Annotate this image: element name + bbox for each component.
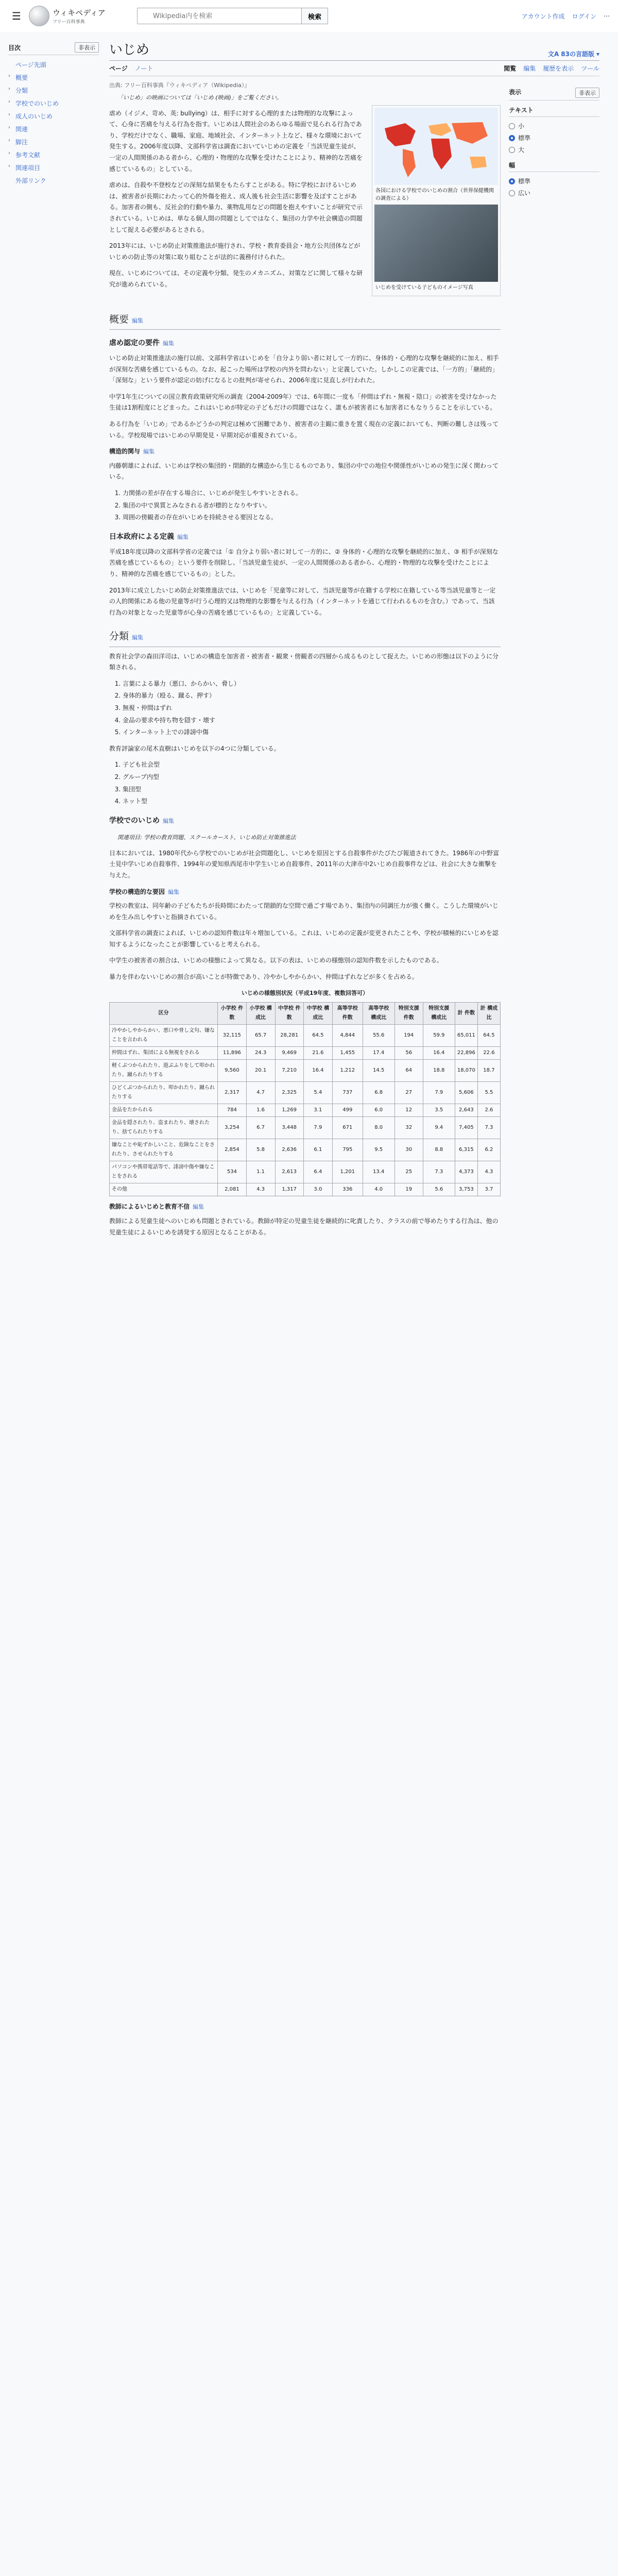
edit-section-link[interactable]: 編集 — [132, 317, 144, 324]
table-cell: 1.1 — [246, 1161, 275, 1183]
table-header: 中学校 構成比 — [303, 1003, 332, 1025]
toc-item[interactable] — [8, 135, 99, 148]
table-cell: 6.0 — [363, 1104, 394, 1117]
table-cell: 9.4 — [423, 1117, 455, 1139]
table-cell: 1,317 — [275, 1183, 303, 1196]
toc-item-label: 概要 — [15, 74, 28, 81]
text-size-option[interactable] — [509, 132, 599, 144]
table-header: 高等学校 件数 — [332, 1003, 363, 1025]
intro-paragraph: 虐めは、自殺や不登校などの深刻な結果をもたらすことがある。特に学校におけるいじめは、被害者が長期にわたって心的外傷を抱え、成人後も社会生活に影響を及ぼすことがある。加害者の側も、反社会的行動や暴力、薬物乱用などの問題を抱えやすいことが研究で示されている。いじめは、単なる個人間の問題としてではなく、集団の力学や社会構造の問題として捉える必要があるとされる。 — [109, 181, 363, 233]
table-cell: 3.1 — [303, 1104, 332, 1117]
translate-icon: 文A — [547, 50, 559, 58]
list-item: 3. 無視・仲間はずれ — [123, 703, 501, 714]
page-body — [0, 32, 618, 1243]
page-title: いじめ — [109, 42, 150, 58]
paragraph: 文部科学省の調査によれば、いじめの認知件数は年々増加している。これは、いじめの定義が変更されたことや、学校が積極的にいじめを認知するようになったことが影響していると考えられる。 — [109, 929, 499, 948]
structure-list — [109, 488, 501, 523]
table-header: 計 構成比 — [477, 1003, 500, 1025]
toc-item-label: 参考文献 — [15, 151, 41, 159]
chevron-icon — [8, 176, 13, 185]
site-header — [0, 0, 618, 32]
hatnote: 「いじめ」の映画については「いじめ (映画)」をご覧ください。 — [117, 94, 282, 101]
table-row-label: 仲間はずれ、集団による無視をされる — [110, 1047, 218, 1060]
table-header: 特別支援 構成比 — [423, 1003, 455, 1025]
namespace-tabs — [109, 64, 153, 73]
toc-item-label: 成人のいじめ — [15, 113, 53, 120]
chevron-icon[interactable]: › — [8, 112, 10, 117]
chevron-icon[interactable]: › — [8, 86, 10, 92]
table-cell: 7,405 — [455, 1117, 477, 1139]
table-cell: 3,254 — [218, 1117, 246, 1139]
paragraph: 教育評論家の尾木直樹はいじめを以下の4つに分類している。 — [109, 744, 280, 752]
table-row — [110, 1139, 501, 1161]
table-row — [110, 1025, 501, 1047]
table-cell: 6.1 — [303, 1139, 332, 1161]
table-cell: 1,269 — [275, 1104, 303, 1117]
table-cell: 8.8 — [423, 1139, 455, 1161]
login-link[interactable]: ログイン — [572, 12, 596, 20]
tab-page[interactable]: ページ — [109, 65, 128, 72]
table-cell: 3.7 — [477, 1183, 500, 1196]
main-content — [99, 32, 610, 1243]
tab-edit[interactable]: 編集 — [523, 65, 536, 72]
table-cell: 737 — [332, 1082, 363, 1104]
heading-text: 概要 — [109, 313, 129, 325]
tab-history[interactable]: 履歴を表示 — [543, 65, 574, 72]
table-cell: 28,281 — [275, 1025, 303, 1047]
view-tabs — [504, 64, 599, 73]
chevron-down-icon: ▾ — [596, 50, 599, 58]
table-row-label: その他 — [110, 1183, 218, 1196]
table-cell: 16.4 — [303, 1060, 332, 1082]
list-item: 2. 集団の中で異質とみなされる者が標的となりやすい。 — [123, 500, 501, 512]
table-header: 特別支援 件数 — [394, 1003, 423, 1025]
table-cell: 6.8 — [363, 1082, 394, 1104]
table-cell: 3.5 — [423, 1104, 455, 1117]
table-cell: 5.8 — [246, 1139, 275, 1161]
subsection-heading — [109, 337, 501, 350]
option-label: 標準 — [518, 134, 531, 142]
table-header: 中学校 件数 — [275, 1003, 303, 1025]
table-title: いじめの様態別状況（平成19年度、複数回答可） — [241, 989, 369, 996]
search-form — [137, 8, 328, 24]
table-cell: 55.6 — [363, 1025, 394, 1047]
table-row — [110, 1183, 501, 1196]
paragraph: ある行為を「いじめ」であるかどうかの判定は極めて困難であり、被害者の主観に重きを置く現在の定義においても、判断の難しさは残っている。学校現場ではいじめの早期発見・早期対応が重視されている。 — [109, 420, 499, 439]
edit-section-link[interactable]: 編集 — [193, 1204, 204, 1211]
toc-hide-button[interactable]: 非表示 — [75, 42, 99, 53]
list-item: 3. 周囲の傍観者の存在がいじめを持続させる要因となる。 — [123, 512, 501, 523]
table-cell: 1,212 — [332, 1060, 363, 1082]
page-tabs — [109, 64, 599, 76]
table-cell: 4,844 — [332, 1025, 363, 1047]
heading-text: 学校の構造的な要因 — [109, 888, 165, 895]
toc-item[interactable] — [8, 161, 99, 174]
toc-item-label: 脚注 — [15, 139, 28, 146]
table-cell: 2,613 — [275, 1161, 303, 1183]
table-cell: 65.7 — [246, 1025, 275, 1047]
table-cell: 2,636 — [275, 1139, 303, 1161]
subsection-heading — [109, 815, 501, 827]
appearance-hide-button[interactable]: 非表示 — [575, 88, 599, 98]
table-cell: 32 — [394, 1117, 423, 1139]
table-cell: 5.5 — [477, 1082, 500, 1104]
table-cell: 6.2 — [477, 1139, 500, 1161]
list-item: 2. 身体的暴力（殴る、蹴る、押す） — [123, 690, 501, 702]
table-row — [110, 1060, 501, 1082]
map-figure — [372, 105, 501, 296]
table-cell: 21.6 — [303, 1047, 332, 1060]
table-cell: 30 — [394, 1139, 423, 1161]
table-cell: 64.5 — [477, 1025, 500, 1047]
table-cell: 5,606 — [455, 1082, 477, 1104]
list-item: 5. インターネット上での誹謗中傷 — [123, 727, 501, 738]
table-row-label: 金品をたかられる — [110, 1104, 218, 1117]
photo-caption: いじめを受けている子どものイメージ写真 — [375, 284, 473, 291]
edit-section-link[interactable]: 編集 — [163, 817, 174, 824]
toc-item[interactable] — [8, 84, 99, 97]
radio-button[interactable] — [509, 178, 515, 184]
option-label: 広い — [518, 190, 531, 197]
table-cell: 2,325 — [275, 1082, 303, 1104]
table-cell: 59.9 — [423, 1025, 455, 1047]
text-size-option[interactable] — [509, 120, 599, 132]
toc-item-label: 関連 — [15, 126, 28, 133]
language-count: 83の言語版 — [561, 50, 594, 58]
table-header: 小学校 構成比 — [246, 1003, 275, 1025]
subsection-heading — [109, 531, 501, 544]
bullying-types-table — [109, 1002, 501, 1196]
heading-text: 学校でのいじめ — [109, 816, 160, 825]
heading-text: 虐め認定の要件 — [109, 338, 160, 347]
table-cell: 4.3 — [246, 1183, 275, 1196]
table-cell: 24.3 — [246, 1047, 275, 1060]
title-row — [109, 39, 599, 61]
tab-talk[interactable]: ノート — [134, 65, 153, 72]
heading-text: 構造的関与 — [109, 448, 141, 455]
table-cell: 7.3 — [423, 1161, 455, 1183]
table-cell: 3,753 — [455, 1183, 477, 1196]
appearance-title: 表示 — [509, 89, 522, 96]
article-body — [109, 80, 501, 1243]
paragraph: 教育社会学の森田洋司は、いじめの構造を加害者・被害者・観衆・傍観者の四層から成るものとして捉えた。いじめの形態は以下のように分類される。 — [109, 652, 499, 671]
table-cell: 6,315 — [455, 1139, 477, 1161]
paragraph: 平成18年度以降の文部科学省の定義では「① 自分より弱い者に対して一方的に、② 身体的・心理的な攻撃を継続的に加え、③ 相手が深刻な苦痛を感じているもの」という要件を削除し、「当該児童生徒が、一定の人間関係のある者から、心理的・物理的な攻撃を受けたことにより、精神的な苦痛を感じているもの」とした。 — [109, 548, 499, 578]
subsubsection-heading — [109, 887, 501, 898]
chevron-icon[interactable]: › — [8, 138, 10, 143]
search-input[interactable] — [137, 8, 302, 24]
table-cell: 499 — [332, 1104, 363, 1117]
table-cell: 64.5 — [303, 1025, 332, 1047]
table-cell: 8.0 — [363, 1117, 394, 1139]
table-cell: 32,115 — [218, 1025, 246, 1047]
table-cell: 2.6 — [477, 1104, 500, 1117]
radio-button[interactable] — [509, 135, 515, 141]
logo-title: ウィキペディア — [53, 8, 106, 18]
toc-title: 目次 — [8, 44, 21, 52]
toc-item[interactable] — [8, 97, 99, 110]
article-area — [109, 80, 599, 1243]
search-button[interactable]: 検索 — [302, 8, 328, 24]
intro-paragraph: 虐め（イジメ、苛め、英: bullying）は、相手に対する心理的または物理的な攻撃によって、心身に苦痛を与える行為を指す。いじめは人間社会のあらゆる場面で見られる行為であり、学校だけでなく、職場、家庭、地域社会、インターネット上など、様々な環境において発生する。2006年度以降、文部科学省は調査においていじめの定義を「当該児童生徒が、一定の人間関係のある者から、心理的・物理的な攻撃を受けたことにより、精神的な苦痛を感じているもの」としている。 — [109, 109, 363, 173]
section-heading — [109, 628, 501, 647]
toc-header — [8, 42, 99, 55]
toc-item[interactable] — [8, 148, 99, 161]
paragraph: いじめ防止対策推進法の施行以前、文部科学省はいじめを「自分より弱い者に対して一方的に、身体的・心理的な攻撃を継続的に加え、相手が深刻な苦痛を感じているもの。なお、起こった場所は学校の内外を問わない」と定義していた。しかしこの定義では、「一方的」「継続的」「深刻な」という要件が認定の妨げになるとの批判が寄せられ、2006年度に見直しが行われた。 — [109, 354, 499, 384]
table-cell: 795 — [332, 1139, 363, 1161]
intro-paragraph: 現在、いじめについては、その定義や分類、発生のメカニズム、対策などに関して様々な研究が進められている。 — [109, 269, 363, 288]
toc-item[interactable] — [8, 123, 99, 135]
text-size-title — [509, 106, 599, 117]
table-row — [110, 1104, 501, 1117]
table-cell: 22.6 — [477, 1047, 500, 1060]
table-cell: 12 — [394, 1104, 423, 1117]
list-item: 4. ネット型 — [123, 796, 501, 807]
table-cell: 6.4 — [303, 1161, 332, 1183]
paragraph: 日本においては、1980年代から学校でのいじめが社会問題化し、いじめを原因とする自殺事件がたびたび報道されてきた。1986年の中野富士見中学いじめ自殺事件、1994年の愛知県西尾市中学生いじめ自殺事件、2011年の大津市中2いじめ自殺事件などは、社会に大きな衝撃を与えた。 — [109, 849, 500, 879]
toc-item-label: 分類 — [15, 87, 28, 94]
map-caption: 各国における学校でのいじめの割合（世界保健機関の調査による） — [375, 188, 494, 201]
section-heading — [109, 311, 501, 330]
chevron-icon — [8, 60, 13, 69]
table-cell: 4.3 — [477, 1161, 500, 1183]
table-cell: 18.7 — [477, 1060, 500, 1082]
intro-paragraph: 2013年には、いじめ防止対策推進法が施行され、学校・教育委員会・地方公共団体などがいじめの防止等の対策に取り組むことが法的に義務付けられた。 — [109, 242, 360, 261]
table-cell: 3,448 — [275, 1117, 303, 1139]
table-header: 区分 — [110, 1003, 218, 1025]
world-map-image[interactable] — [374, 108, 498, 185]
table-cell: 4,373 — [455, 1161, 477, 1183]
table-cell: 2,317 — [218, 1082, 246, 1104]
paragraph: 学校の教室は、同年齢の子どもたちが長時間にわたって閉鎖的な空間で過ごす場であり、集団内の同調圧力が強く働く。こうした環境がいじめを生み出しやすいと指摘されている。 — [109, 902, 499, 921]
paragraph: 内藤朝雄によれば、いじめは学校の集団的・閉鎖的な構造から生じるものであり、集団の中での地位や関係性がいじめの発生に深く関わっている。 — [109, 462, 499, 481]
paragraph: 暴力を伴わないいじめの割合が高いことが特徴であり、冷やかしやからかい、仲間はずれなどが多くを占める。 — [109, 973, 419, 981]
radio-button[interactable] — [509, 123, 515, 129]
table-cell: 16.4 — [423, 1047, 455, 1060]
table-cell: 2,081 — [218, 1183, 246, 1196]
heading-text: 教師によるいじめと教育不信 — [109, 1203, 190, 1211]
table-header: 小学校 件数 — [218, 1003, 246, 1025]
radio-button[interactable] — [509, 147, 515, 153]
toc-item-label: ページ先頭 — [15, 61, 46, 69]
table-cell: 17.4 — [363, 1047, 394, 1060]
option-label: 大 — [518, 146, 525, 154]
search-wrap — [137, 8, 302, 24]
table-cell: 18.8 — [423, 1060, 455, 1082]
table-cell: 18,070 — [455, 1060, 477, 1082]
table-header: 計 件数 — [455, 1003, 477, 1025]
table-cell: 5.6 — [423, 1183, 455, 1196]
heading-text: 日本政府による定義 — [109, 532, 174, 541]
table-row-label: 軽くぶつかられたり、遊ぶふりをして叩かれたり、蹴られたりする — [110, 1060, 218, 1082]
table-header-row — [110, 1003, 501, 1025]
width-title — [509, 161, 599, 172]
list-item: 1. 言葉による暴力（悪口、からかい、脅し） — [123, 679, 501, 690]
toc-sidebar — [8, 32, 99, 1243]
logo-subtitle: フリー百科事典 — [53, 20, 85, 25]
table-cell: 7.9 — [423, 1082, 455, 1104]
bullying-photo[interactable] — [374, 205, 498, 282]
option-label: 標準 — [518, 178, 531, 185]
table-row-label: ひどくぶつかられたり、叩かれたり、蹴られたりする — [110, 1082, 218, 1104]
table-cell: 7.9 — [303, 1117, 332, 1139]
table-cell: 1,201 — [332, 1161, 363, 1183]
edit-section-link[interactable]: 編集 — [132, 634, 144, 641]
create-account-link[interactable]: アカウント作成 — [521, 12, 565, 20]
chevron-icon[interactable]: › — [8, 99, 10, 105]
subsubsection-heading — [109, 1201, 501, 1213]
edit-section-link[interactable]: 編集 — [163, 340, 174, 347]
list-item: 4. 金品の要求や持ち物を隠す・壊す — [123, 715, 501, 726]
table-cell: 7,210 — [275, 1060, 303, 1082]
table-cell: 22,896 — [455, 1047, 477, 1060]
toc-item[interactable] — [8, 71, 99, 84]
toc-item[interactable] — [8, 58, 99, 71]
table-cell: 534 — [218, 1161, 246, 1183]
text-size-option[interactable] — [509, 144, 599, 156]
appearance-header — [509, 88, 599, 100]
list-item: 3. 集団型 — [123, 784, 501, 795]
wikipedia-logo[interactable] — [29, 6, 106, 26]
main-menu-icon[interactable]: ☰ — [12, 10, 21, 22]
list-item: 1. 力関係の差が存在する場合に、いじめが発生しやすいとされる。 — [123, 488, 501, 499]
table-cell: 4.7 — [246, 1082, 275, 1104]
table-cell: 56 — [394, 1047, 423, 1060]
table-cell: 27 — [394, 1082, 423, 1104]
paragraph: 中学生の被害者の割合は、いじめの様態によって異なる。以下の表は、いじめの様態別の認知件数を示したものである。 — [109, 957, 443, 964]
table-cell: 64 — [394, 1060, 423, 1082]
world-map-icon — [374, 108, 498, 185]
text-size-label: テキスト — [509, 107, 534, 114]
paragraph: 中学1年生についての国立教育政策研究所の調査（2004-2009年）では、6年間に一度も「仲間はずれ・無視・陰口」の被害を受けなかった生徒は1割程度にとどまった。これはいじめが特定の子どもだけの問題ではなく、誰もが被害者にも加害者にもなりうることを示している。 — [109, 393, 497, 412]
table-cell: 784 — [218, 1104, 246, 1117]
table-cell: 13.4 — [363, 1161, 394, 1183]
option-label: 小 — [518, 123, 525, 130]
table-row-label: パソコンや携帯電話等で、誹謗中傷や嫌なことをされる — [110, 1161, 218, 1183]
width-option[interactable] — [509, 187, 599, 199]
more-options-icon[interactable]: ⋯ — [604, 12, 610, 20]
chevron-icon[interactable]: › — [8, 73, 10, 79]
table-cell: 9.5 — [363, 1139, 394, 1161]
table-header: 高等学校 構成比 — [363, 1003, 394, 1025]
chevron-icon[interactable]: › — [8, 125, 10, 130]
table-cell: 14.5 — [363, 1060, 394, 1082]
width-label: 幅 — [509, 162, 516, 169]
table-row-label: 嫌なことや恥ずかしいこと、危険なことをされたり、させられたりする — [110, 1139, 218, 1161]
table-cell: 20.1 — [246, 1060, 275, 1082]
table-cell: 4.0 — [363, 1183, 394, 1196]
table-cell: 11,896 — [218, 1047, 246, 1060]
heading-text: 分類 — [109, 631, 129, 642]
chevron-icon[interactable]: › — [8, 150, 10, 156]
radio-button[interactable] — [509, 190, 515, 196]
table-row — [110, 1047, 501, 1060]
globe-icon — [29, 6, 49, 26]
table-body — [110, 1025, 501, 1196]
table-cell: 2,643 — [455, 1104, 477, 1117]
table-cell: 1.6 — [246, 1104, 275, 1117]
toc-item-label: 外部リンク — [15, 177, 46, 184]
user-links — [522, 12, 610, 21]
table-cell: 194 — [394, 1025, 423, 1047]
table-row-label: 冷やかしやからかい、悪口や脅し文句、嫌なことを言われる — [110, 1025, 218, 1047]
edit-section-link[interactable]: 編集 — [143, 448, 155, 455]
list-item: 1. 子ども社会型 — [123, 759, 501, 771]
table-cell: 671 — [332, 1117, 363, 1139]
table-cell: 25 — [394, 1161, 423, 1183]
table-row-label: 金品を隠されたり、盗まれたり、壊されたり、捨てられたりする — [110, 1117, 218, 1139]
toc-item-label: 関連項目 — [15, 164, 41, 172]
paragraph: 教師による児童生徒へのいじめも問題とされている。教師が特定の児童生徒を継続的に叱責したり、クラスの前で辱めたりする行為は、他の児童生徒によるいじめを誘発する原因となることがある。 — [109, 1217, 499, 1236]
appearance-panel — [509, 80, 599, 1243]
table-cell: 7.3 — [477, 1117, 500, 1139]
site-sub: 出典: フリー百科事典『ウィキペディア（Wikipedia）』 — [109, 82, 250, 89]
edit-section-link[interactable]: 編集 — [168, 888, 180, 895]
subsubsection-heading — [109, 446, 501, 457]
toc-item[interactable] — [8, 174, 99, 187]
tab-read[interactable]: 閲覧 — [504, 65, 517, 72]
table-cell: 2,854 — [218, 1139, 246, 1161]
table-cell: 1,455 — [332, 1047, 363, 1060]
language-button[interactable] — [548, 49, 599, 58]
table-cell: 5.4 — [303, 1082, 332, 1104]
table-row — [110, 1117, 501, 1139]
tab-tools[interactable]: ツール — [581, 65, 599, 72]
table-cell: 9,560 — [218, 1060, 246, 1082]
table-cell: 336 — [332, 1183, 363, 1196]
table-row — [110, 1082, 501, 1104]
classify-list — [109, 679, 501, 738]
logo-text — [53, 7, 106, 25]
paragraph: 2013年に成立したいじめ防止対策推進法では、いじめを「児童等に対して、当該児童等が在籍する学校に在籍している等当該児童等と一定の人的関係にある他の児童等が行う心理的又は物理的な影響を与える行為（インターネットを通じて行われるものを含む。）であって、当該行為の対象となった児童等が心身の苦痛を感じているもの」と定義している。 — [109, 586, 496, 616]
width-option[interactable] — [509, 175, 599, 187]
edit-section-link[interactable]: 編集 — [177, 533, 188, 540]
chevron-icon[interactable]: › — [8, 163, 10, 169]
table-cell: 9,469 — [275, 1047, 303, 1060]
classify-list-2 — [109, 759, 501, 807]
toc-item[interactable] — [8, 110, 99, 123]
toc-item-label: 学校でのいじめ — [15, 100, 59, 107]
table-row — [110, 1161, 501, 1183]
table-cell: 65,011 — [455, 1025, 477, 1047]
list-item: 2. グループ内型 — [123, 772, 501, 783]
table-cell: 6.7 — [246, 1117, 275, 1139]
table-cell: 19 — [394, 1183, 423, 1196]
related-links: 関連項目: 学校の教育問題、スクールカースト、いじめ防止対策推進法 — [117, 834, 296, 841]
table-cell: 3.0 — [303, 1183, 332, 1196]
